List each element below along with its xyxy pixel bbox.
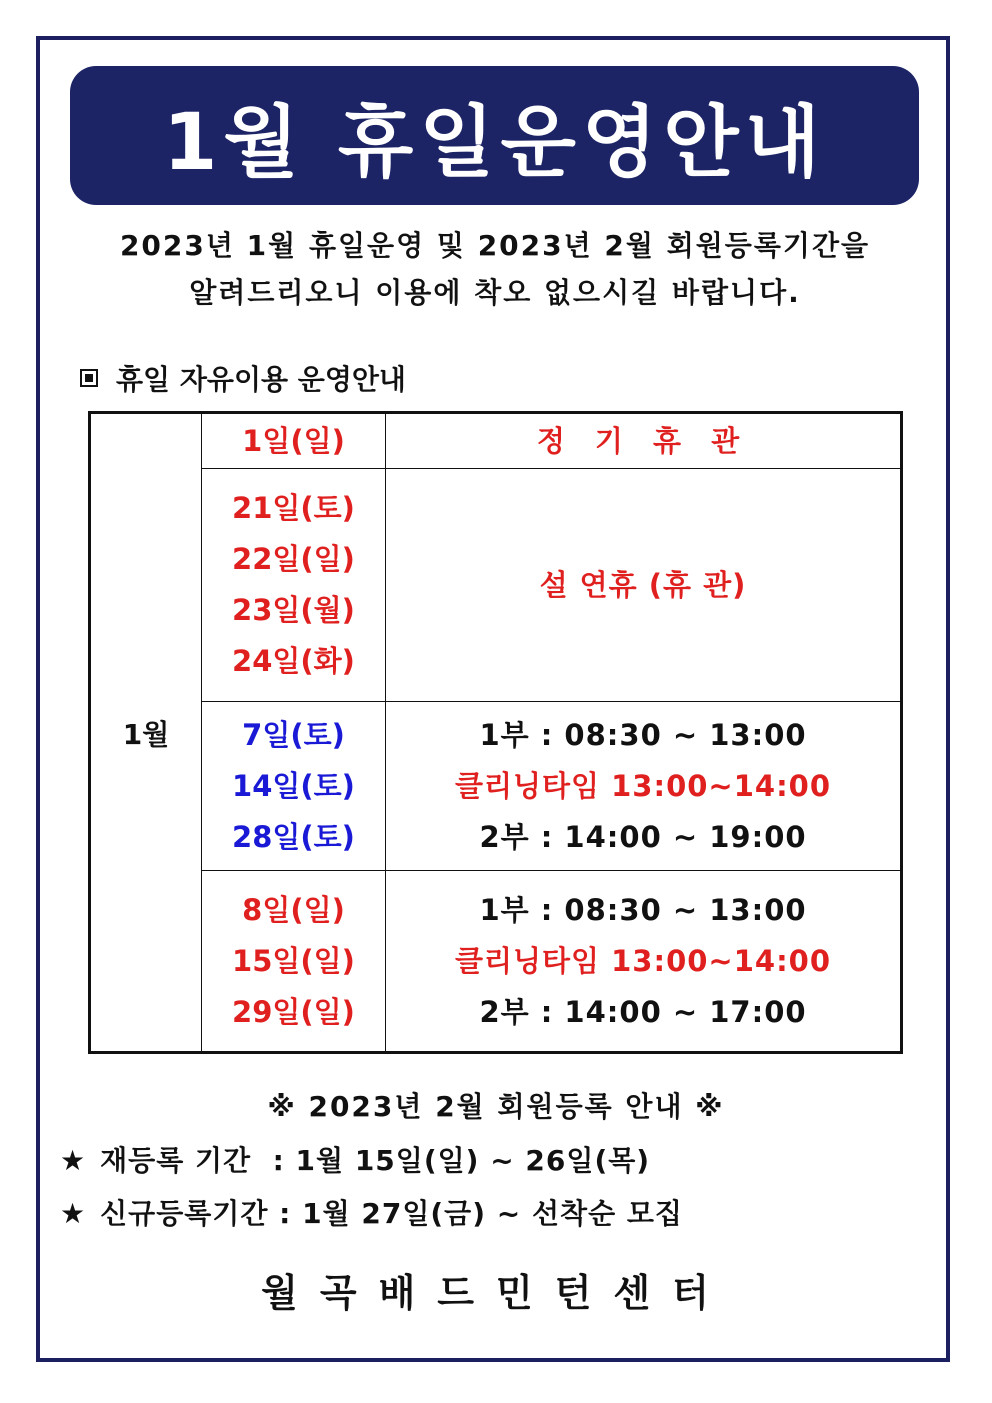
intro-line-1: 2023년 1월 휴일운영 및 2023년 2월 회원등록기간을 — [119, 229, 871, 262]
holiday-schedule-table — [88, 411, 903, 1054]
date-label: 7일(토) — [242, 717, 345, 752]
session-2-time: 2부 : 14:00 ~ 17:00 — [479, 994, 807, 1029]
session-1-time: 1부 : 08:30 ~ 13:00 — [479, 717, 807, 752]
date-label: 29일(일) — [232, 994, 355, 1029]
desc-cell — [386, 469, 902, 702]
intro-text — [60, 222, 930, 316]
date-label: 22일(일) — [232, 542, 355, 577]
date-label: 21일(토) — [232, 491, 355, 526]
date-label: 24일(화) — [232, 644, 355, 679]
date-cell — [202, 469, 386, 702]
date-label: 28일(토) — [232, 819, 355, 854]
date-cell — [202, 871, 386, 1053]
cleaning-time: 클리닝타임 13:00~14:00 — [454, 768, 832, 803]
date-label: 14일(토) — [232, 768, 355, 803]
date-cell — [202, 702, 386, 871]
desc-cell — [386, 413, 902, 469]
closure-label: 정 기 휴 관 — [536, 423, 750, 458]
session-1-time: 1부 : 08:30 ~ 13:00 — [479, 892, 807, 927]
table-row — [90, 413, 902, 469]
table-row — [90, 702, 902, 871]
reregistration-line — [60, 1139, 650, 1179]
cleaning-time: 클리닝타임 13:00~14:00 — [454, 943, 832, 978]
date-label: 1일(일) — [242, 423, 345, 458]
title-banner — [70, 66, 919, 205]
registration-title: ※ 2023년 2월 회원등록 안내 ※ — [267, 1090, 725, 1123]
center-name: 월곡배드민턴센터 — [261, 1271, 731, 1315]
closure-label: 설 연휴 (휴 관) — [539, 567, 747, 602]
section-title: 휴일 자유이용 운영안내 — [116, 363, 406, 396]
date-label: 15일(일) — [232, 943, 355, 978]
page-title: 1월 휴일운영안내 — [163, 97, 826, 188]
desc-cell — [386, 702, 902, 871]
session-2-time: 2부 : 14:00 ~ 19:00 — [479, 819, 807, 854]
reregistration-text: 재등록 기간 : 1월 15일(일) ~ 26일(목) — [100, 1144, 651, 1177]
month-cell: 1월 — [90, 413, 202, 1053]
new-registration-line — [60, 1192, 683, 1232]
table-row — [90, 871, 902, 1053]
date-label: 23일(월) — [232, 593, 355, 628]
square-bullet-icon — [80, 369, 98, 387]
new-registration-text: 신규등록기간 : 1월 27일(금) ~ 선착순 모집 — [100, 1197, 683, 1230]
desc-cell — [386, 871, 902, 1053]
intro-line-2: 알려드리오니 이용에 착오 없으시길 바랍니다. — [189, 276, 801, 309]
date-cell — [202, 413, 386, 469]
date-label: 8일(일) — [242, 892, 345, 927]
table-row — [90, 469, 902, 702]
star-icon: ★ — [60, 1197, 87, 1230]
section-heading — [80, 358, 406, 398]
star-icon: ★ — [60, 1144, 87, 1177]
